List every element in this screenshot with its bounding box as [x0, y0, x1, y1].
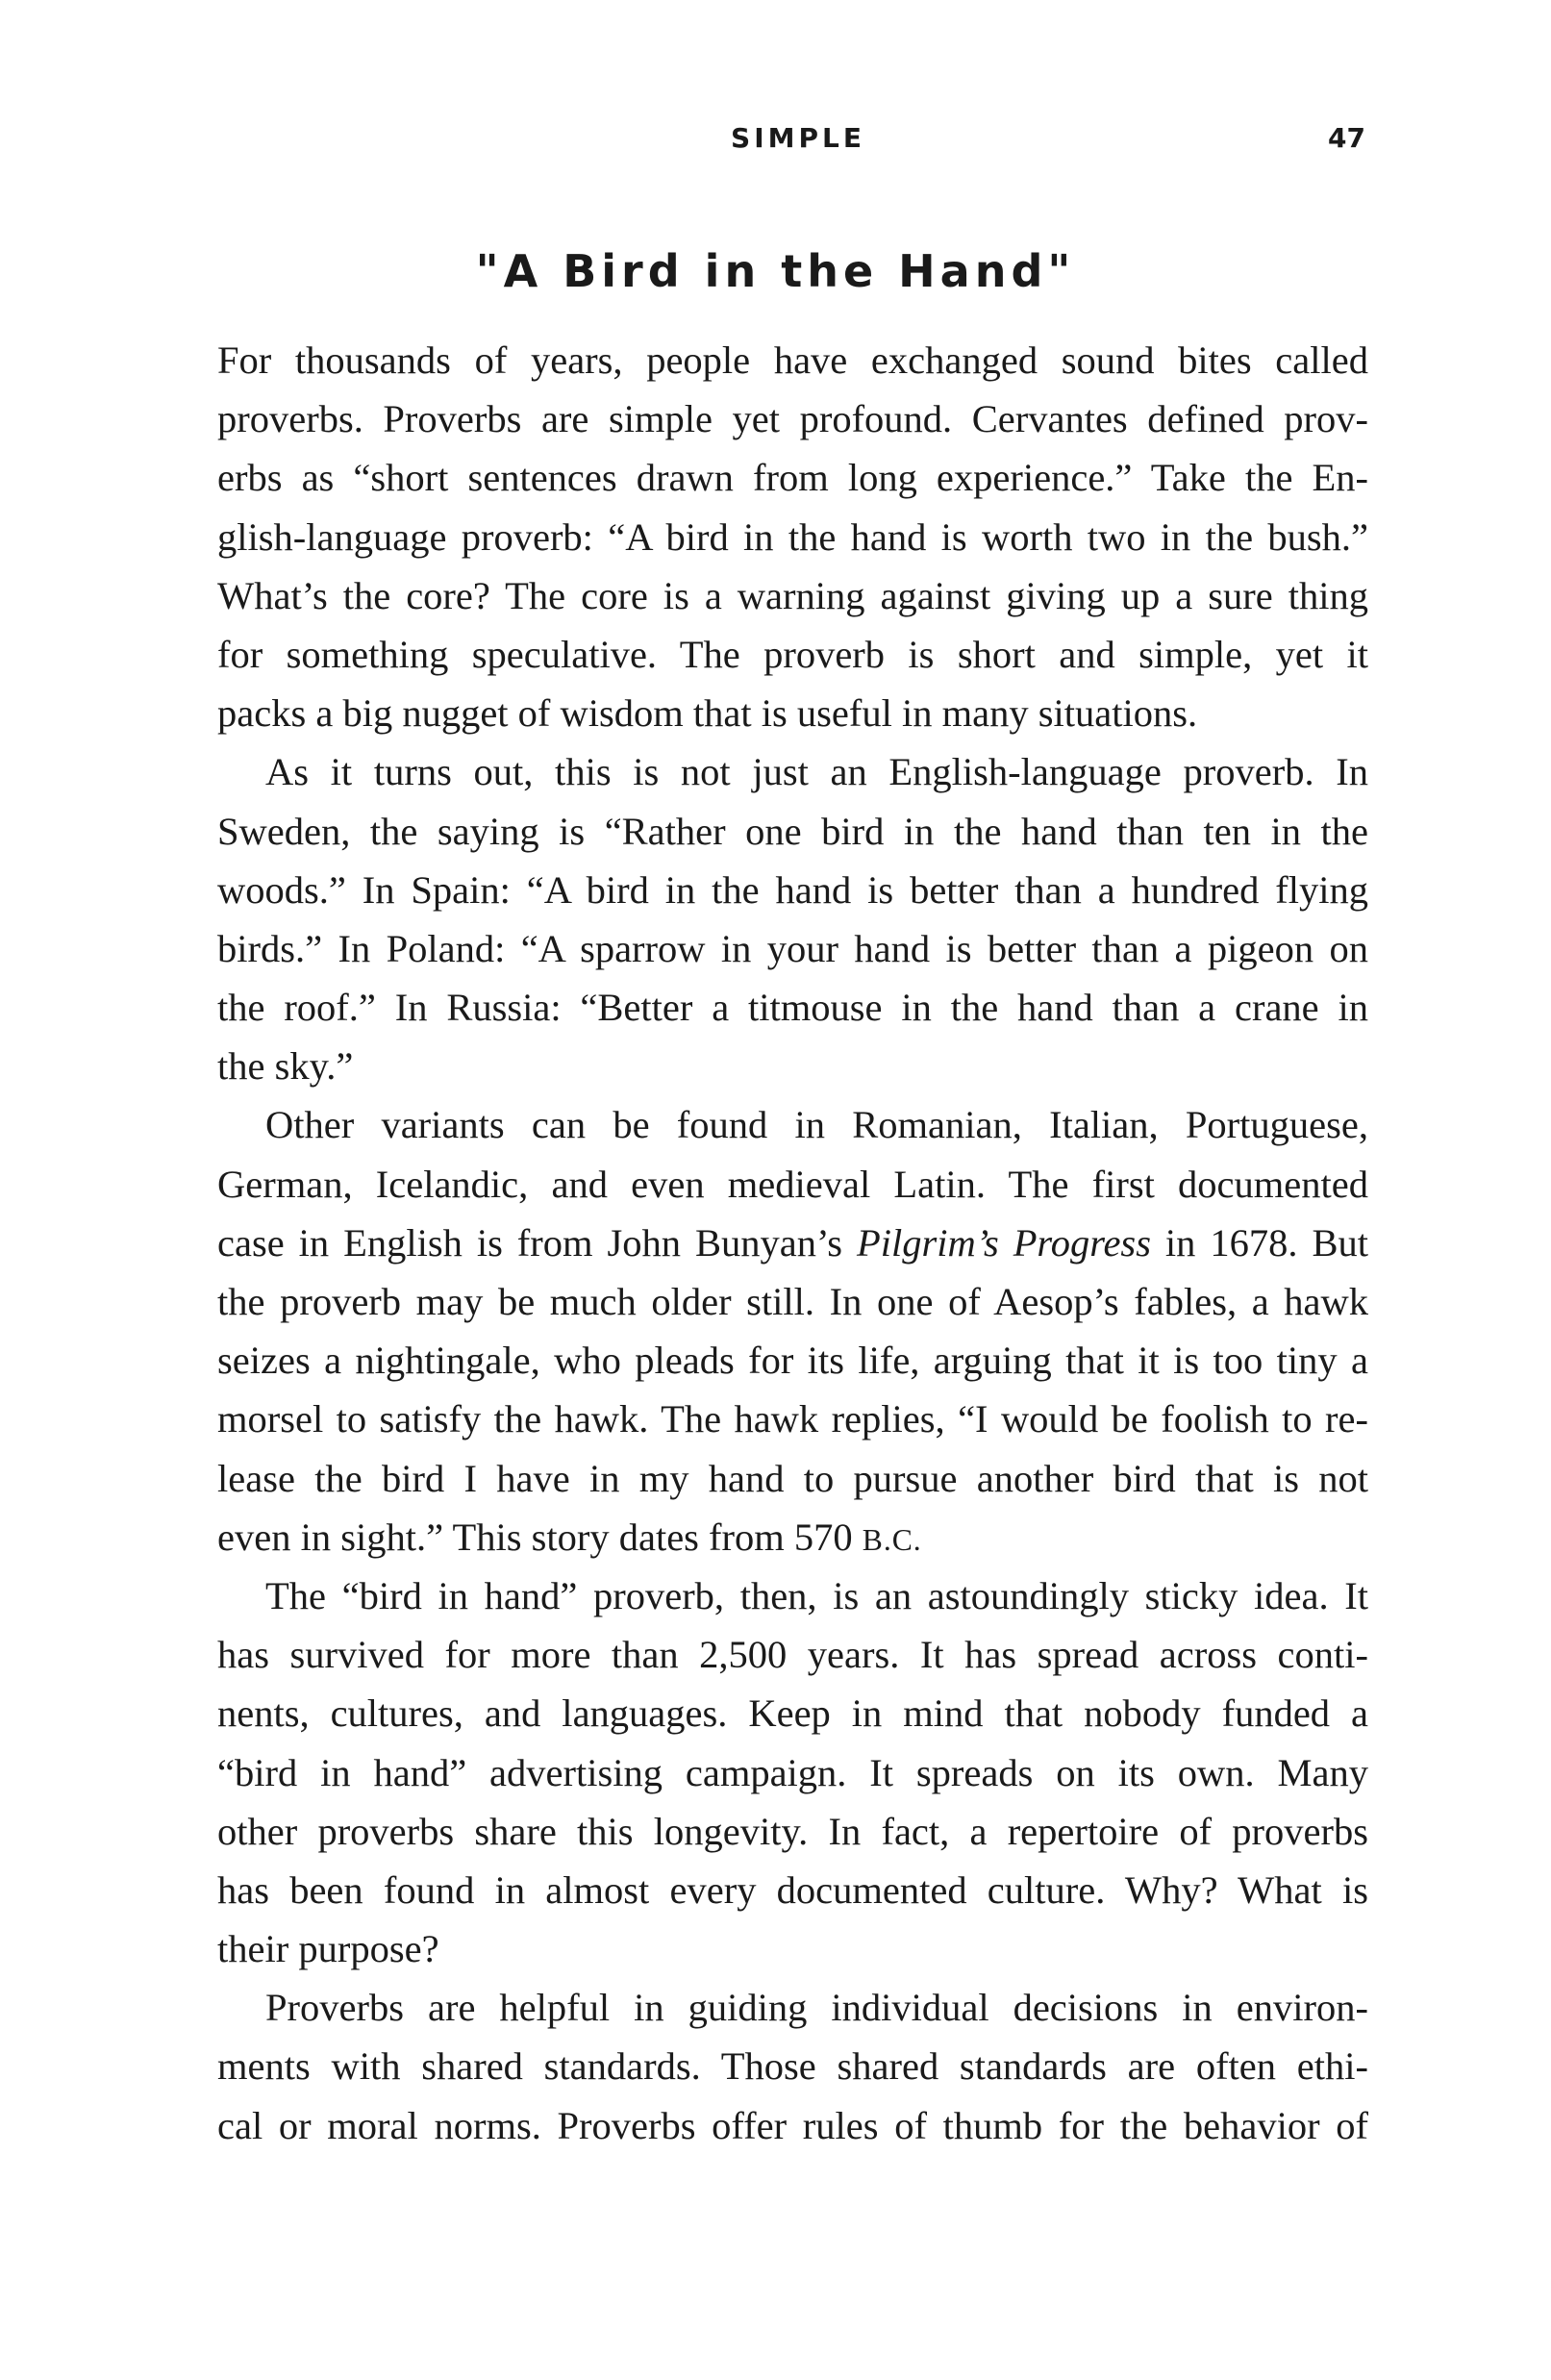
text-line: their purpose?: [217, 1927, 439, 1971]
text-line: cal or moral norms. Proverbs offer rules of thumb for the behavior of: [217, 2103, 1368, 2147]
text-line: ments with shared standards. Those shared standards are often ethi-: [217, 2044, 1368, 2089]
text-line: What’s the core? The core is a warning against giving up a sure thing: [217, 573, 1368, 617]
text-line: Other variants can be found in Romanian, Italian, Portuguese,: [265, 1103, 1368, 1147]
text-span: in 1678. But: [1150, 1220, 1368, 1265]
text-line: the roof.” In Russia: “Better a titmouse in the hand than a crane in: [217, 986, 1368, 1030]
paragraph-3: [217, 1095, 1368, 1566]
text-line: “bird in hand” advertising campaign. It spreads on its own. Many: [217, 1750, 1368, 1794]
text-line: German, Icelandic, and even medieval Latin. The first documented: [217, 1162, 1368, 1206]
text-line: erbs as “short sentences drawn from long experience.” Take the En-: [217, 456, 1368, 500]
text-line: The “bird in hand” proverb, then, is an astoundingly sticky idea. It: [265, 1573, 1368, 1617]
text-line: lease the bird I have in my hand to pursue another bird that is not: [217, 1456, 1368, 1500]
text-span: case in English is from John Bunyan’s: [217, 1220, 857, 1265]
text-line: proverbs. Proverbs are simple yet profound. Cervantes defined prov-: [217, 397, 1368, 441]
section-title: "A Bird in the Hand": [475, 245, 1076, 297]
text-line: for something speculative. The proverb is short and simple, yet it: [217, 632, 1368, 676]
text-line: For thousands of years, people have exchanged sound bites called: [217, 338, 1368, 382]
text-line: has been found in almost every documented culture. Why? What is: [217, 1867, 1368, 1912]
paragraph-4: [217, 1566, 1368, 1978]
text-line-with-date: [217, 1508, 1368, 1566]
text-line: the sky.”: [217, 1044, 354, 1089]
text-line: packs a big nugget of wisdom that is useful in many situations.: [217, 691, 1198, 736]
running-title: SIMPLE: [731, 122, 865, 154]
book-title: Pilgrim’s Progress: [856, 1220, 1151, 1265]
era-abbreviation: B.C.: [862, 1522, 922, 1557]
text-line: morsel to satisfy the hawk. The hawk replies, “I would be foolish to re-: [217, 1397, 1368, 1441]
text-line: birds.” In Poland: “A sparrow in your hand is better than a pigeon on: [217, 926, 1368, 970]
text-line: other proverbs share this longevity. In fact, a repertoire of proverbs: [217, 1809, 1368, 1853]
paragraph-2: [217, 742, 1368, 1095]
text-line: As it turns out, this is not just an English-language proverb. In: [265, 750, 1368, 794]
paragraph-1: [217, 331, 1368, 742]
text-line-with-title: [217, 1214, 1368, 1272]
running-header: [0, 119, 1551, 158]
text-line: woods.” In Spain: “A bird in the hand is better than a hundred flying: [217, 867, 1368, 912]
text-line: has survived for more than 2,500 years. It has spread across conti-: [217, 1633, 1368, 1677]
text-span: even in sight.” This story dates from 570: [217, 1515, 863, 1559]
text-line: nents, cultures, and languages. Keep in mind that nobody funded a: [217, 1691, 1368, 1736]
text-line: glish-language proverb: “A bird in the hand is worth two in the bush.”: [217, 514, 1368, 559]
text-line: the proverb may be much older still. In one of Aesop’s fables, a hawk: [217, 1280, 1368, 1323]
paragraph-5: [217, 1978, 1368, 2155]
text-line: seizes a nightingale, who pleads for its life, arguing that it is too tiny a: [217, 1339, 1368, 1383]
body-text: [217, 331, 1368, 2155]
text-line: Sweden, the saying is “Rather one bird in the hand than ten in the: [217, 809, 1368, 853]
page-number: 47: [1328, 122, 1365, 154]
text-line: Proverbs are helpful in guiding individual decisions in environ-: [265, 1986, 1368, 2030]
